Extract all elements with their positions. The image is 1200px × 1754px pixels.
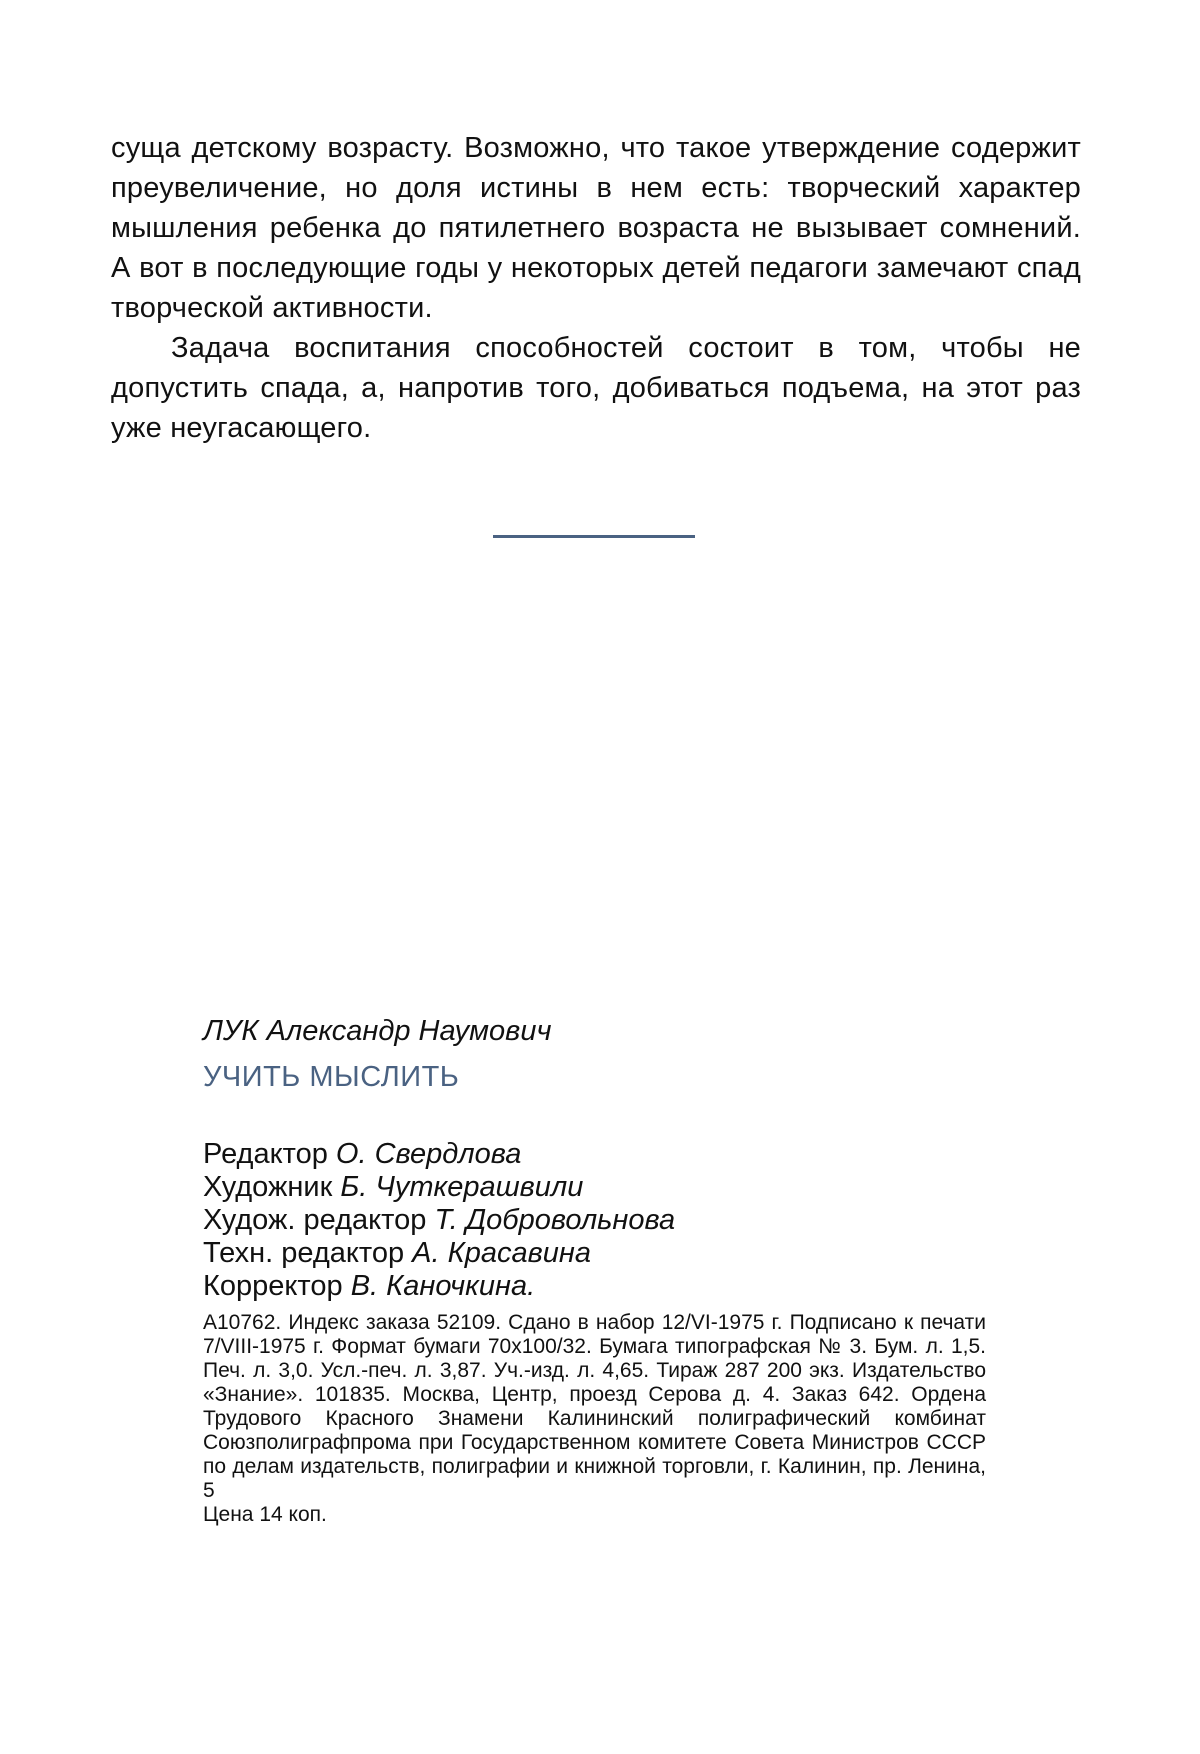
staff-role: Худож. редактор [203,1204,427,1236]
body-paragraph-1: суща детскому возрасту. Возможно, что такое утверждение содержит преувеличение, но доля истины в нем есть: творческий характер мышления ребенка до пятилетнего возраста не вызывает сомнений. А вот в последующие годы у некоторых детей педагоги замечают спад творческой активности. [111,132,1081,324]
body-paragraph-2: Задача воспитания способностей состоит в том, чтобы не допустить спада, а, напротив того, добиваться подъема, на этот раз уже неугасающего. [111,332,1081,444]
staff-name: О. Свердлова [335,1138,522,1170]
staff-row-art-editor [203,1204,1003,1237]
staff-role: Техн. редактор [203,1237,405,1269]
staff-name: Т. Добровольнова [434,1204,676,1236]
price: Цена 14 коп. [203,1503,327,1526]
staff-row-proofreader [203,1270,1003,1303]
staff-row-editor [203,1138,1003,1171]
author-name: ЛУК Александр Наумович [203,1015,552,1047]
staff-role: Корректор [203,1270,343,1302]
staff-role: Художник [203,1171,333,1203]
staff-name: А. Красавина [412,1237,591,1269]
colophon [203,1012,1003,1303]
imprint-text: А10762. Индекс заказа 52109. Сдано в набор 12/VI-1975 г. Подписано к печати 7/VIII-1975 г. Формат бумаги 70x100/32. Бумага типографская № 3. Бум. л. 1,5. Печ. л. 3,0. Усл.-печ. л. 3,87. Уч.-изд. л. 4,65. Тираж 287 200 экз. Издательство «Знание». 101835. Москва, Центр, проезд Серова д. 4. Заказ 642. Ордена Трудового Красного Знамени Калининский полиграфический комбинат Союзполиграфпрома при Государственном комитете Совета Министров СССР по делам издательств, полиграфии и книжной торговли, г. Калинин, пр. Ленина, 5 [203,1311,986,1502]
staff-list [203,1138,1003,1303]
imprint-block [203,1311,986,1527]
staff-row-artist [203,1171,1003,1204]
book-title: УЧИТЬ МЫСЛИТЬ [203,1061,460,1093]
section-divider [493,535,695,538]
staff-row-tech-editor [203,1237,1003,1270]
body-text [111,128,1081,448]
staff-role: Редактор [203,1138,328,1170]
staff-name: Б. Чуткерашвили [340,1171,584,1203]
staff-name: В. Каночкина. [350,1270,536,1302]
